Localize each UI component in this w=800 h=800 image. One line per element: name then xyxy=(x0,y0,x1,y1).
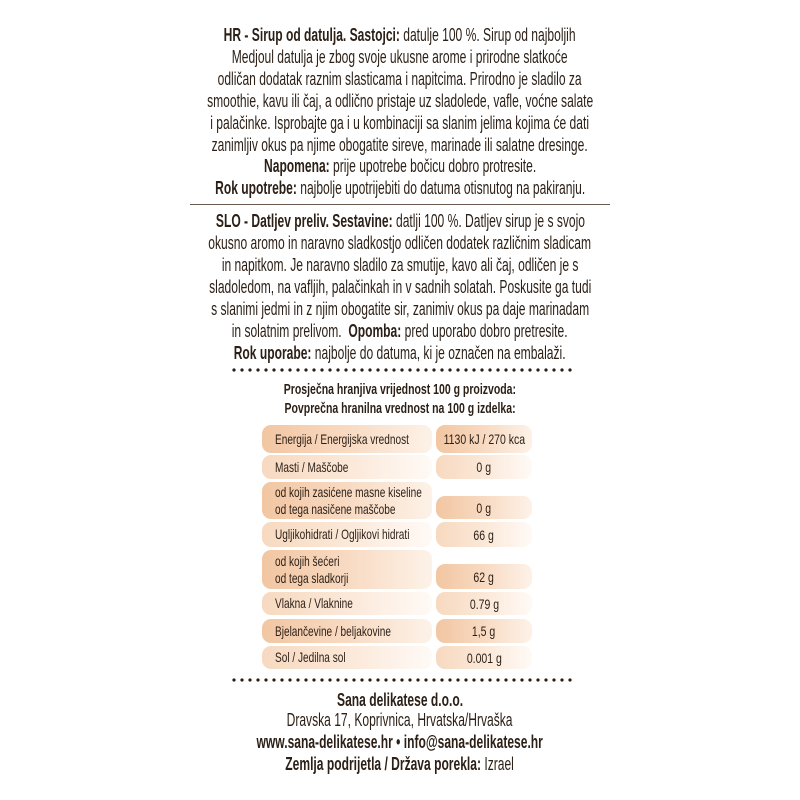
nutrient-value: 0 g xyxy=(476,459,492,475)
line-text xyxy=(224,24,576,46)
nutrient-label-cell xyxy=(262,646,432,669)
slo-text: in solatnim prelivom. xyxy=(232,321,342,341)
origin-label: Zemlja podrijetla / Država porekla: xyxy=(285,754,482,774)
nutrient-label-cell xyxy=(262,455,432,479)
line-text xyxy=(215,177,585,199)
slo-text: okusno aromo in naravno sladkostjo odličen dodatek različnim sladicam xyxy=(208,233,592,253)
nutrient-value-cell xyxy=(436,455,532,479)
nutrient-value: 1,5 g xyxy=(472,623,496,639)
slo-best-before-text: najbolje do datuma, ki je označen na embalaži. xyxy=(315,343,566,363)
slo-text-line xyxy=(0,210,800,232)
hr-text: i palačinke. Isprobajte ga i u kombinaciji sa slanim jelima kojima će dati xyxy=(210,113,590,133)
company-address-line xyxy=(0,709,800,731)
slo-title: SLO - Datljev preliv. Sestavine: xyxy=(215,211,393,231)
hr-text-line xyxy=(0,68,800,90)
nutrient-label-cell xyxy=(262,482,432,519)
slo-text: in napitkom. Je naravno sladilo za smutije, kavo ali čaj, odličen je s xyxy=(221,255,579,275)
line-text xyxy=(257,731,543,753)
hr-title: HR - Sirup od datulja. Sastojci: xyxy=(224,25,401,45)
nutrient-value-cell xyxy=(436,425,532,453)
nutrient-value: 0.79 g xyxy=(469,595,499,612)
hr-best-before-label: Rok upotrebe: xyxy=(214,178,297,198)
hr-text-line xyxy=(0,134,800,156)
nutrient-value-cell xyxy=(436,619,532,643)
hr-text: datulje 100 %. Sirup od najboljih xyxy=(403,25,576,45)
company-website: www.sana-delikatese.hr xyxy=(256,732,394,752)
slo-text-line xyxy=(0,276,800,298)
company-name: Sana delikatese d.o.o. xyxy=(336,690,463,710)
slo-text-line xyxy=(0,254,800,276)
nutrient-value: 0 g xyxy=(476,499,492,516)
nutrient-label: od tega sladkorji xyxy=(275,569,349,586)
nutrient-value: 66 g xyxy=(473,526,495,543)
origin-line xyxy=(0,753,800,775)
nutrition-heading-hr xyxy=(0,380,800,399)
slo-best-before-label: Rok uporabe: xyxy=(234,343,312,363)
slo-text-line xyxy=(0,298,800,320)
hr-note-line xyxy=(0,155,800,177)
nutrient-label-cell xyxy=(262,550,432,589)
dotted-divider xyxy=(230,368,574,372)
hr-note-label: Napomena: xyxy=(263,156,330,176)
nutrient-value-cell xyxy=(436,592,532,615)
nutrient-value-cell xyxy=(436,564,532,589)
slo-note-label: Opomba: xyxy=(348,321,402,341)
nutrition-heading-text: Povprečna hranilna vrednost na 100 g izdelka: xyxy=(284,400,516,417)
hr-text-line xyxy=(0,24,800,46)
company-contact-line xyxy=(0,731,800,753)
company-name-line xyxy=(0,689,800,711)
hr-text-line xyxy=(0,90,800,112)
nutrient-label-cell xyxy=(262,619,432,643)
hr-note-text: prije upotrebe bočicu dobro protresite. xyxy=(332,156,537,176)
nutrient-label: Masti / Maščobe xyxy=(275,458,349,475)
nutrient-label: Vlakna / Vlaknine xyxy=(275,595,353,611)
slo-text-line xyxy=(0,232,800,254)
nutrient-value: 62 g xyxy=(473,568,495,585)
slo-best-before-line xyxy=(0,342,800,364)
hr-text: smoothie, kavu ili čaj, a odlično pristaje uz sladolede, vafle, voćne salate xyxy=(206,91,594,111)
contact-separator: • xyxy=(396,732,401,752)
hr-text: zanimljiv okus pa njime obogatite sireve, marinade ili salatne dresinge. xyxy=(211,135,589,155)
slo-text: sladoledom, na vafljih, palačinkah in v sadnih solatah. Poskusite ga tudi xyxy=(208,277,592,297)
nutrient-label: Ugljikohidrati / Ogljikovi hidrati xyxy=(275,526,410,542)
slo-note-text: pred uporabo dobro pretresite. xyxy=(404,321,568,341)
hr-best-before-line xyxy=(0,177,800,199)
nutrient-label: od kojih zasićene masne kiseline xyxy=(275,483,422,500)
line-text xyxy=(337,689,463,711)
line-text xyxy=(215,210,584,232)
origin-value: Izrael xyxy=(484,754,515,774)
nutrient-label: Bjelančevine / beljakovine xyxy=(275,622,391,639)
nutrition-heading-text: Prosječna hranjiva vrijednost 100 g proizvoda: xyxy=(283,381,517,398)
line-text xyxy=(234,342,566,364)
section-divider xyxy=(190,204,610,205)
nutrient-value: 0.001 g xyxy=(466,649,502,666)
nutrition-heading-slo xyxy=(0,399,800,418)
hr-text-line xyxy=(0,46,800,68)
slo-text: s slanimi jedmi in z njim obogatite sir, zanimiv okus pa daje marinadam xyxy=(210,299,590,319)
nutrient-label: od kojih šećeri xyxy=(275,552,340,569)
company-email: info@sana-delikatese.hr xyxy=(404,732,544,752)
nutrient-label: Sol / Jedilna sol xyxy=(275,649,346,665)
company-address: Dravska 17, Koprivnica, Hrvatska/Hrvaška xyxy=(287,710,513,730)
nutrient-label-cell xyxy=(262,592,432,615)
dotted-divider xyxy=(230,678,574,682)
nutrient-value-cell xyxy=(436,646,532,669)
hr-text-line xyxy=(0,112,800,134)
slo-text: datlji 100 %. Datljev sirup je s svojo xyxy=(395,211,585,231)
nutrient-label: od tega nasičene maščobe xyxy=(275,500,396,517)
nutrient-value-cell xyxy=(436,522,532,547)
nutrient-value-cell xyxy=(436,496,532,519)
hr-text: odličan dodatak raznim slasticama i napitcima. Prirodno je sladilo za xyxy=(217,69,582,89)
hr-best-before-text: najbolje upotrijebiti do datuma otisnutog na pakiranju. xyxy=(300,178,586,198)
line-text xyxy=(286,753,515,775)
line-text xyxy=(232,320,568,342)
hr-text: Medjoul datulja je zbog svoje ukusne arome i prirodne slatkoće xyxy=(232,47,568,67)
slo-note-line xyxy=(0,320,800,342)
nutrient-value: 1130 kJ / 270 kca xyxy=(443,431,525,447)
nutrient-label: Energija / Energijska vrednost xyxy=(275,430,409,447)
nutrient-label-cell xyxy=(262,522,432,547)
line-text xyxy=(264,155,536,177)
nutrient-label-cell xyxy=(262,425,432,453)
